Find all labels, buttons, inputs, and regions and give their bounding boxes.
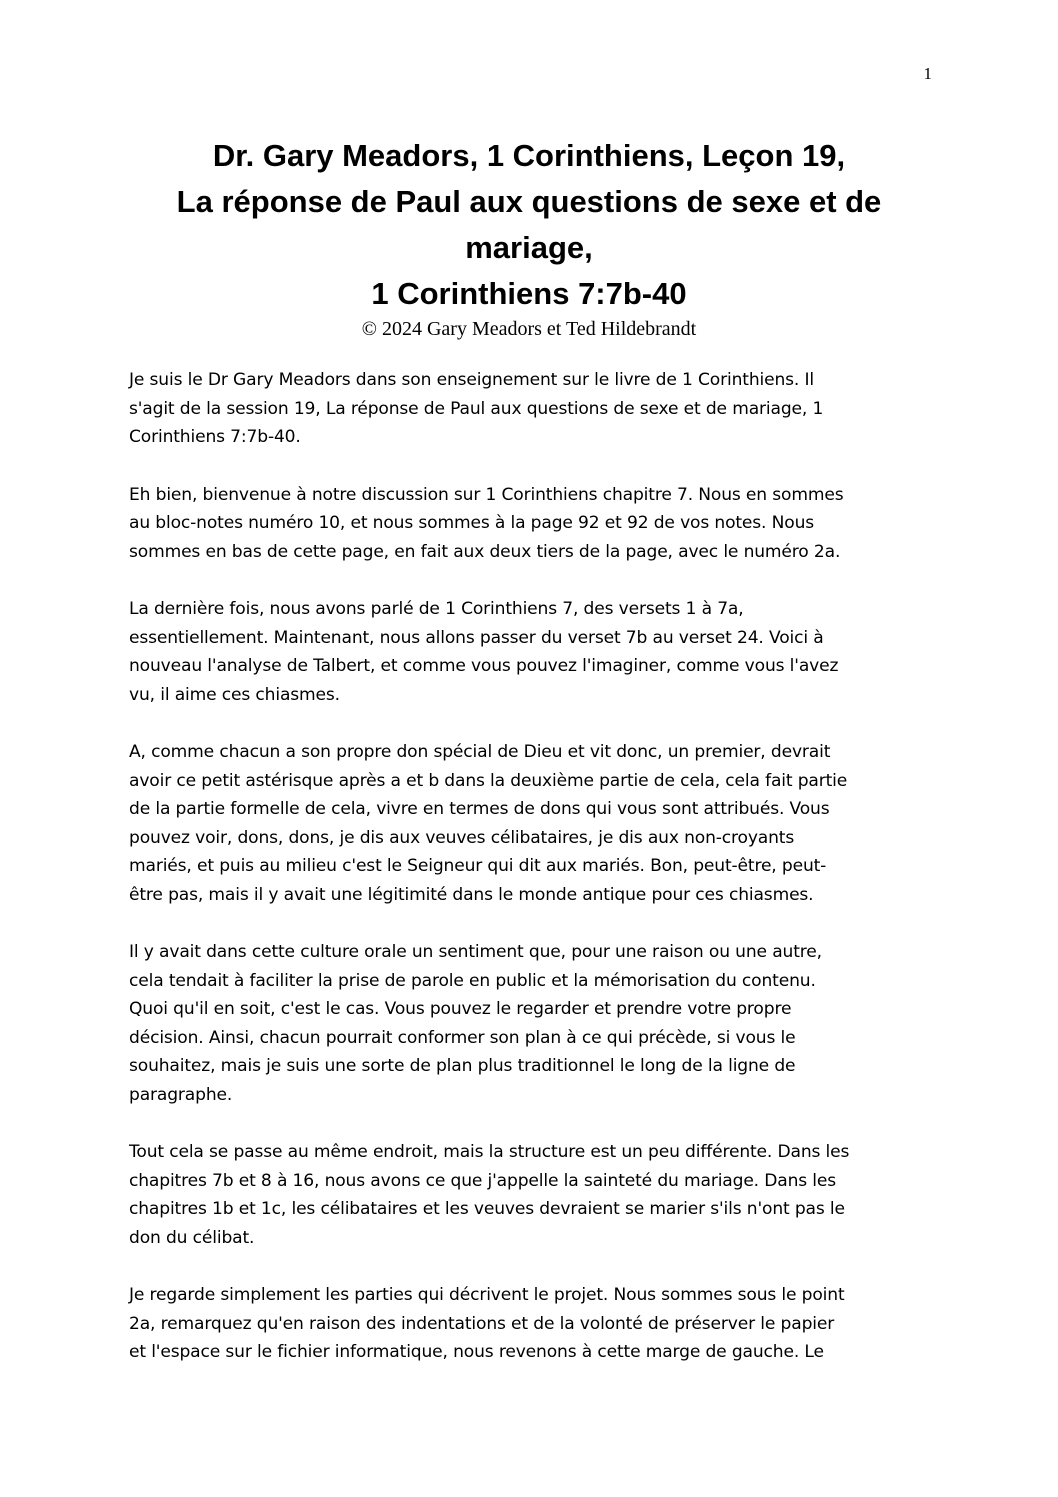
text-line: don du célibat. <box>129 1227 255 1248</box>
body-text <box>129 366 919 1396</box>
text-line: sommes en bas de cette page, en fait aux deux tiers de la page, avec le numéro 2a. <box>129 541 841 562</box>
paragraph <box>129 366 919 452</box>
text-line: souhaitez, mais je suis une sorte de plan plus traditionnel le long de la ligne de <box>129 1056 796 1076</box>
text-line: essentiellement. Maintenant, nous allons passer du verset 7b au verset 24. Voici à <box>129 627 824 648</box>
text-line: mariés, et puis au milieu c'est le Seigneur qui dit aux mariés. Bon, peut-être, peut- <box>129 856 827 876</box>
text-line: Je regarde simplement les parties qui décrivent le projet. Nous sommes sous le point <box>129 1285 845 1305</box>
title-line: Dr. Gary Meadors, 1 Corinthiens, Leçon 19, <box>212 138 846 173</box>
text-line: paragraphe. <box>129 1084 233 1105</box>
text-line: Quoi qu'il en soit, c'est le cas. Vous pouvez le regarder et prendre votre propre <box>129 999 792 1019</box>
text-line: cela tendait à faciliter la prise de parole en public et la mémorisation du contenu. <box>129 970 816 991</box>
text-line: 2a, remarquez qu'en raison des indentations et de la volonté de préserver le papier <box>129 1313 835 1334</box>
paragraph <box>129 1281 919 1367</box>
text-line: La dernière fois, nous avons parlé de 1 Corinthiens 7, des versets 1 à 7a, <box>129 599 744 619</box>
title-block <box>130 133 928 341</box>
text-line: pouvez voir, dons, dons, je dis aux veuves célibataires, je dis aux non-croyants <box>129 827 795 848</box>
paragraph <box>129 481 919 567</box>
text-line: A, comme chacun a son propre don spécial de Dieu et vit donc, un premier, devrait <box>129 742 831 762</box>
text-line: Tout cela se passe au même endroit, mais la structure est un peu différente. Dans les <box>129 1142 850 1162</box>
copyright-line: © 2024 Gary Meadors et Ted Hildebrandt <box>361 318 697 340</box>
text-line: Je suis le Dr Gary Meadors dans son enseignement sur le livre de 1 Corinthiens. Il <box>129 370 814 390</box>
text-line: chapitres 7b et 8 à 16, nous avons ce que j'appelle la sainteté du mariage. Dans les <box>129 1170 837 1191</box>
page-number: 1 <box>923 64 932 83</box>
paragraph <box>129 595 919 709</box>
text-line: décision. Ainsi, chacun pourrait conformer son plan à ce qui précède, si vous le <box>129 1027 796 1048</box>
text-line: Eh bien, bienvenue à notre discussion sur 1 Corinthiens chapitre 7. Nous en sommes <box>129 484 844 505</box>
text-line: et l'espace sur le fichier informatique, nous revenons à cette marge de gauche. Le <box>129 1342 824 1362</box>
paragraph <box>129 1138 919 1252</box>
title-line: La réponse de Paul aux questions de sexe et de <box>176 184 882 219</box>
paragraph <box>129 938 919 1109</box>
paragraph <box>129 738 919 909</box>
text-line: s'agit de la session 19, La réponse de Paul aux questions de sexe et de mariage, 1 <box>129 398 824 419</box>
text-line: Il y avait dans cette culture orale un sentiment que, pour une raison ou une autre, <box>129 942 822 962</box>
title-line: mariage, <box>465 230 593 265</box>
text-line: au bloc-notes numéro 10, et nous sommes à la page 92 et 92 de vos notes. Nous <box>129 513 815 533</box>
text-line: vu, il aime ces chiasmes. <box>129 684 340 705</box>
title-line: 1 Corinthiens 7:7b-40 <box>371 276 687 311</box>
text-line: avoir ce petit astérisque après a et b dans la deuxième partie de cela, cela fait partie <box>129 770 848 791</box>
text-line: nouveau l'analyse de Talbert, et comme vous pouvez l'imaginer, comme vous l'avez <box>129 656 839 676</box>
text-line: Corinthiens 7:7b-40. <box>129 427 301 447</box>
text-line: de la partie formelle de cela, vivre en termes de dons qui vous sont attribués. Vous <box>129 799 830 819</box>
text-line: être pas, mais il y avait une légitimité dans le monde antique pour ces chiasmes. <box>129 884 814 905</box>
text-line: chapitres 1b et 1c, les célibataires et les veuves devraient se marier s'ils n'ont pas le <box>129 1199 845 1219</box>
